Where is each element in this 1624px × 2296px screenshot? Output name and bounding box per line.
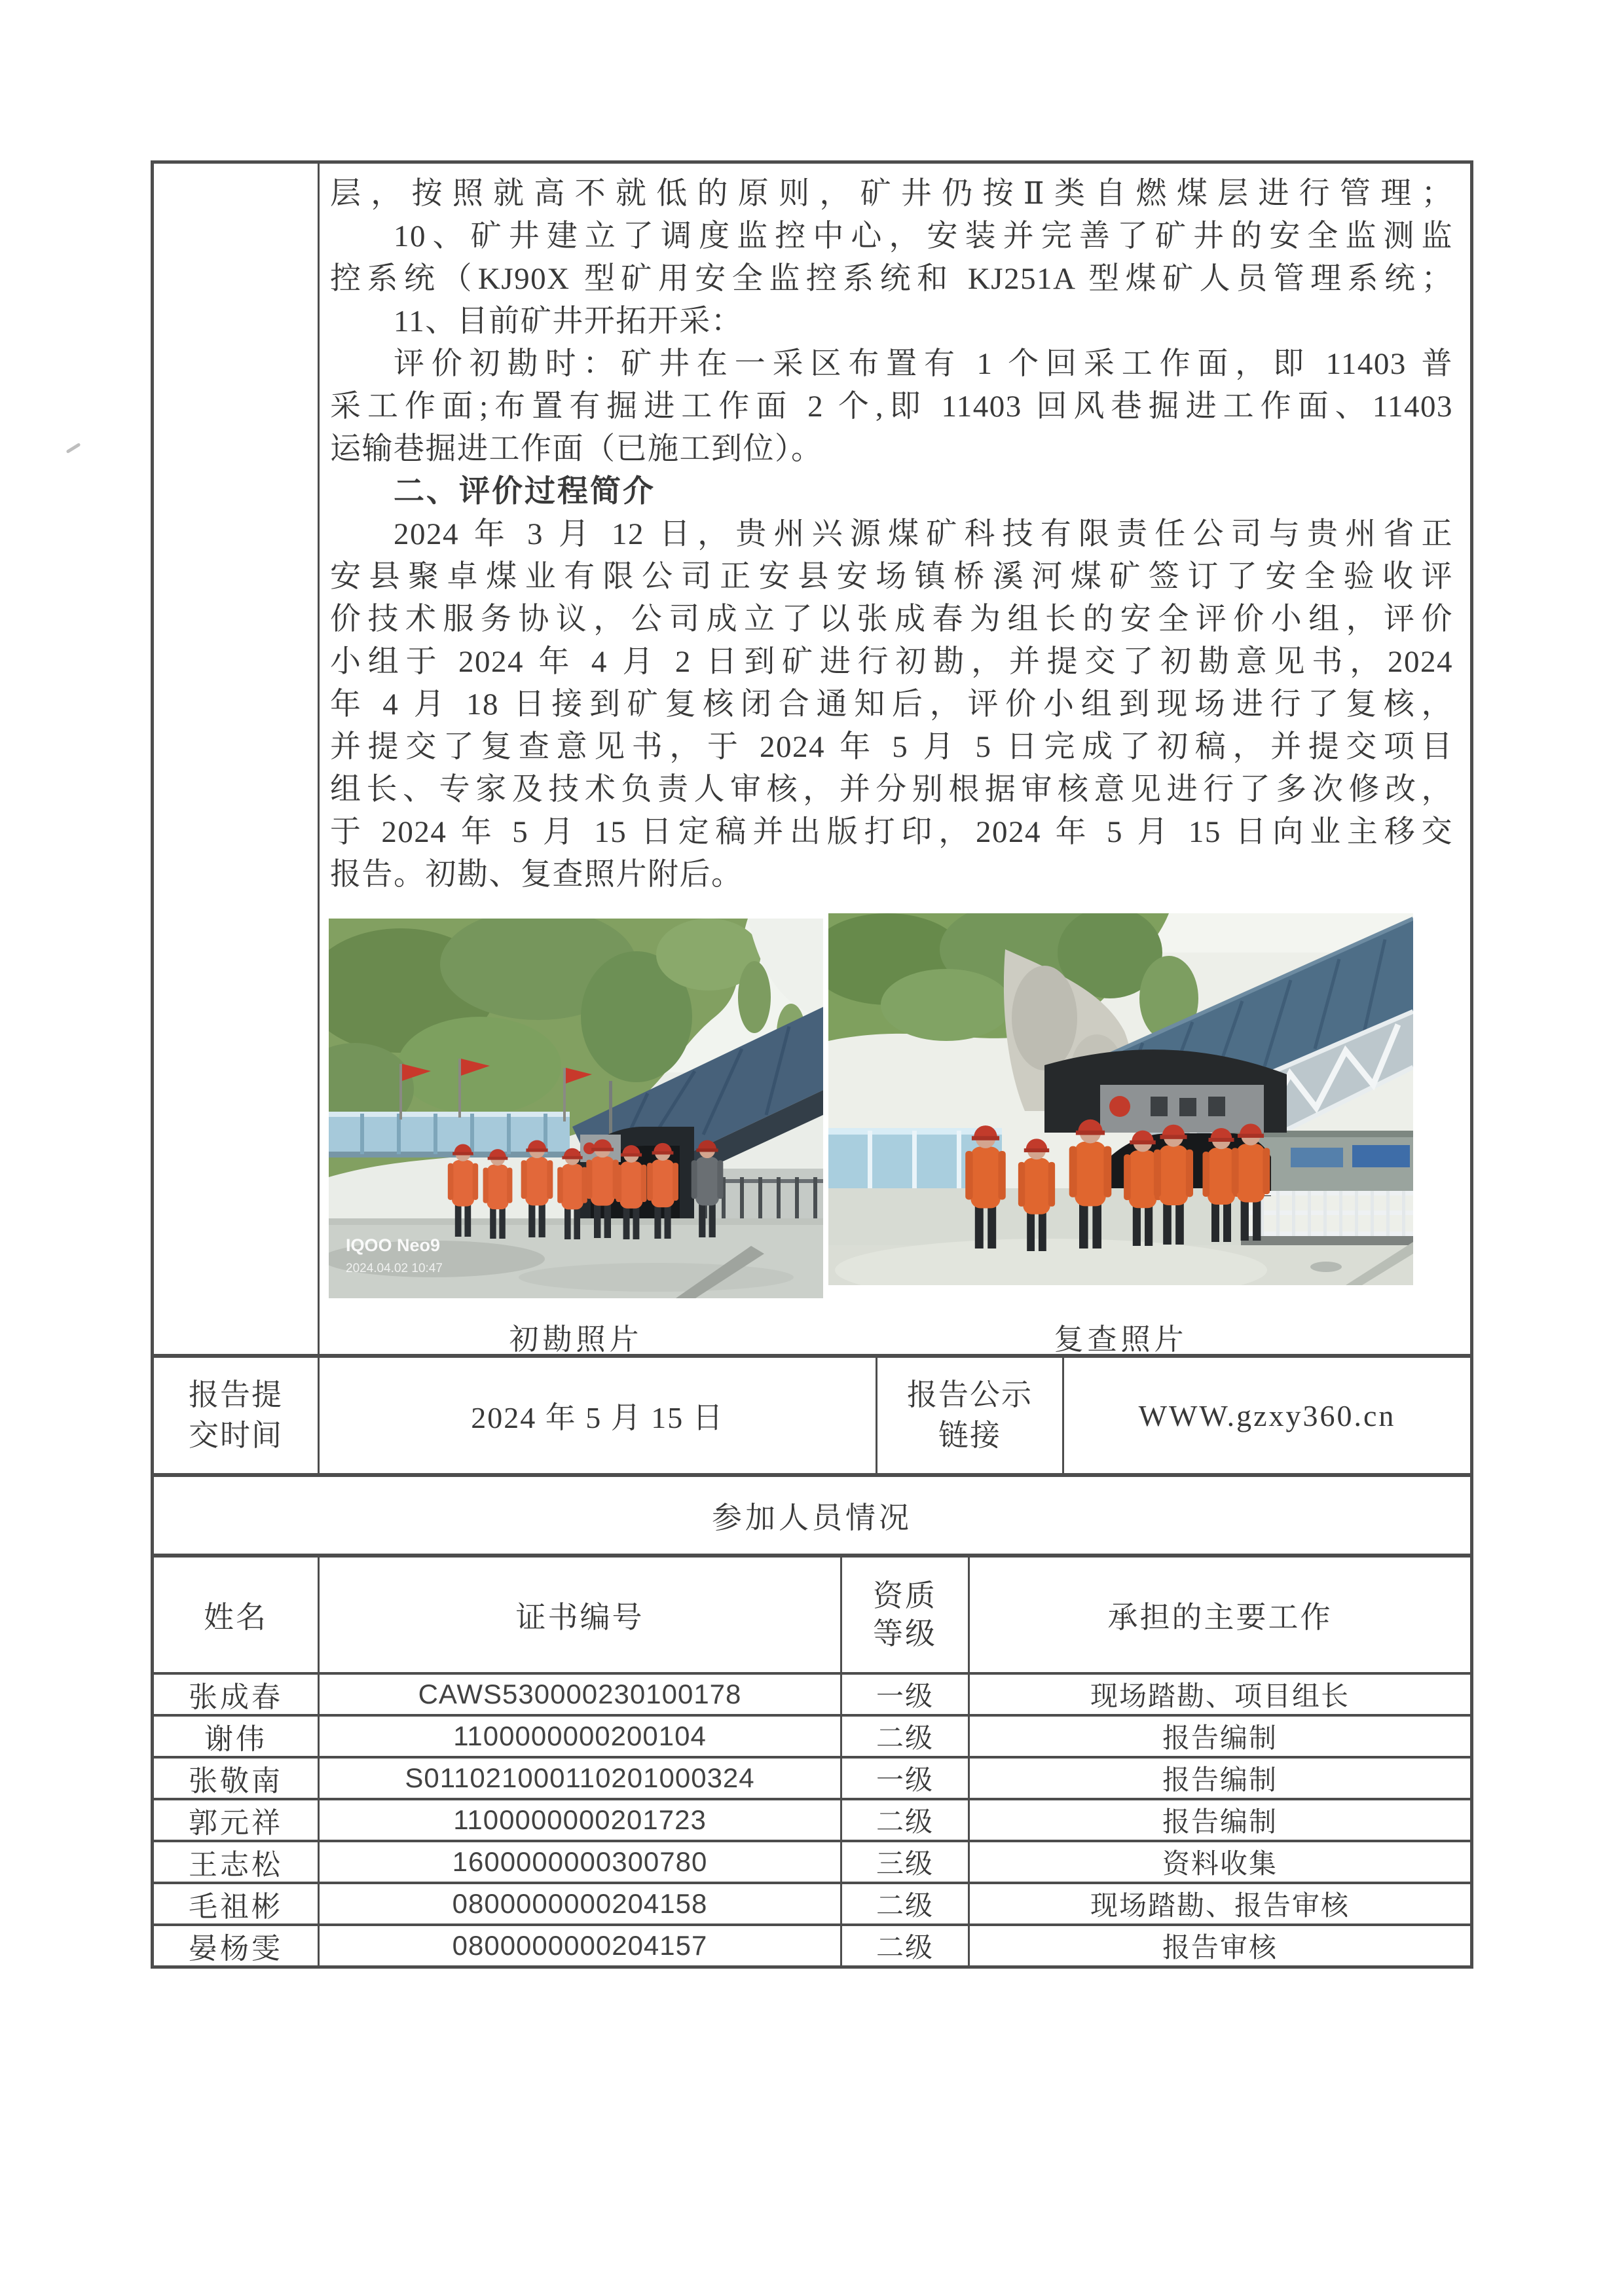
body-line: 并提交了复查意见书，于 2024 年 5 月 5 日完成了初稿，并提交项目 [330, 730, 1453, 764]
body-line: 报告。初勘、复查照片附后。 [330, 858, 743, 892]
site-photos [329, 913, 1453, 1298]
photo-captions [329, 1315, 1453, 1354]
participants-header-row [154, 1554, 1470, 1672]
header-cert: 证书编号 [318, 1558, 840, 1672]
header-work: 承担的主要工作 [968, 1558, 1470, 1672]
body-line: 于 2024 年 5 月 15 日定稿并出版打印，2024 年 5 月 15 日向业主移交 [330, 815, 1453, 849]
participant-row [154, 1798, 1470, 1840]
review-photo-caption: 复查照片 [1054, 1323, 1188, 1354]
participant-cert: 1100000000200104 [318, 1717, 840, 1756]
participant-work: 资料收集 [968, 1842, 1470, 1882]
participant-cert: 1600000000300780 [318, 1842, 840, 1882]
report-link-label-cell [876, 1358, 1062, 1473]
participant-cert: CAWS530000230100178 [318, 1675, 840, 1714]
participant-grade: 二级 [840, 1884, 968, 1923]
main-content-cell [318, 164, 1470, 1354]
body-line: 安县聚卓煤业有限公司正安县安场镇桥溪河煤矿签订了安全验收评 [330, 560, 1453, 594]
scan-artifact-mark [65, 443, 81, 454]
participant-grade: 一级 [840, 1675, 968, 1714]
participant-name: 张敬南 [189, 1765, 283, 1797]
participant-work: 报告编制 [968, 1717, 1470, 1756]
participant-name: 谢伟 [204, 1723, 267, 1755]
body-line: 评价初勘时：矿井在一采区布置有 1 个回采工作面，即 11403 普 [394, 347, 1453, 381]
report-public-link: WWW.gzxy360.cn [1062, 1358, 1470, 1473]
participant-row [154, 1840, 1470, 1882]
main-content-row [154, 164, 1470, 1354]
body-line: 价技术服务协议，公司成立了以张成春为组长的安全评价小组，评价 [330, 602, 1453, 636]
participant-grade: 二级 [840, 1926, 968, 1965]
participant-work: 报告审核 [968, 1926, 1470, 1965]
report-link-label: 报告公示链接 [907, 1378, 1033, 1452]
initial-photo-caption: 初勘照片 [509, 1323, 643, 1354]
body-line: 控系统（KJ90X 型矿用安全监控系统和 KJ251A 型煤矿人员管理系统； [330, 262, 1453, 296]
participant-work: 报告编制 [968, 1758, 1470, 1798]
section-heading: 二、评价过程简介 [394, 475, 655, 509]
participant-row [154, 1882, 1470, 1923]
body-line: 2024 年 3 月 12 日，贵州兴源煤矿科技有限责任公司与贵州省正 [394, 517, 1453, 551]
report-submission-row [154, 1354, 1470, 1473]
participant-cert: 1100000000201723 [318, 1800, 840, 1840]
participant-name: 晏杨雯 [189, 1933, 283, 1965]
participant-work: 现场踏勘、报告审核 [968, 1884, 1470, 1923]
empty-side-column [154, 164, 318, 1354]
participant-row [154, 1672, 1470, 1714]
participant-name: 王志松 [189, 1849, 283, 1881]
watermark-model-text: IQOO Neo9 [346, 1235, 441, 1255]
participant-work: 现场踏勘、项目组长 [968, 1675, 1470, 1714]
header-grade [840, 1558, 968, 1672]
body-line: 组长、专家及技术负责人审核，并分别根据审核意见进行了多次修改， [330, 773, 1453, 807]
initial-survey-photo [329, 919, 823, 1298]
body-line: 层，按照就高不就低的原则，矿井仍按Ⅱ类自燃煤层进行管理； [330, 177, 1453, 211]
participant-cert: S011021000110201000324 [318, 1758, 840, 1798]
participants-section-title: 参加人员情况 [154, 1473, 1470, 1554]
participant-cert: 0800000000204158 [318, 1884, 840, 1923]
watermark-date-text: 2024.04.02 10:47 [346, 1262, 443, 1275]
participant-name: 张成春 [189, 1681, 283, 1713]
header-name: 姓名 [204, 1600, 268, 1634]
report-submit-time-label: 报告提交时间 [189, 1378, 283, 1452]
participant-cert: 0800000000204157 [318, 1926, 840, 1965]
participant-grade: 三级 [840, 1842, 968, 1882]
report-submit-time-label-cell [154, 1358, 318, 1473]
participant-name: 毛祖彬 [189, 1891, 283, 1923]
participant-row [154, 1923, 1470, 1965]
body-line: 11、目前矿井开拓开采： [394, 304, 743, 338]
body-line: 小组于 2024 年 4 月 2 日到矿进行初勘，并提交了初勘意见书，2024 [330, 645, 1453, 679]
review-photo [828, 913, 1413, 1285]
participant-name: 郭元祥 [189, 1807, 283, 1839]
participant-grade: 二级 [840, 1800, 968, 1840]
participant-row [154, 1714, 1470, 1756]
evaluation-report-table [151, 160, 1473, 1969]
body-line: 10、矿井建立了调度监控中心，安装并完善了矿井的安全监测监 [394, 219, 1453, 253]
body-line: 运输巷掘进工作面（已施工到位）。 [330, 432, 823, 466]
report-submit-date: 2024 年 5 月 15 日 [318, 1358, 876, 1473]
header-grade-text: 资质等级 [873, 1578, 937, 1650]
body-line: 采工作面;布置有掘进工作面 2 个,即 11403 回风巷掘进工作面、11403 [330, 390, 1453, 424]
participant-grade: 二级 [840, 1717, 968, 1756]
body-line: 年 4 月 18 日接到矿复核闭合通知后，评价小组到现场进行了复核， [330, 687, 1453, 721]
participant-work: 报告编制 [968, 1800, 1470, 1840]
participant-row [154, 1756, 1470, 1798]
participant-grade: 一级 [840, 1758, 968, 1798]
